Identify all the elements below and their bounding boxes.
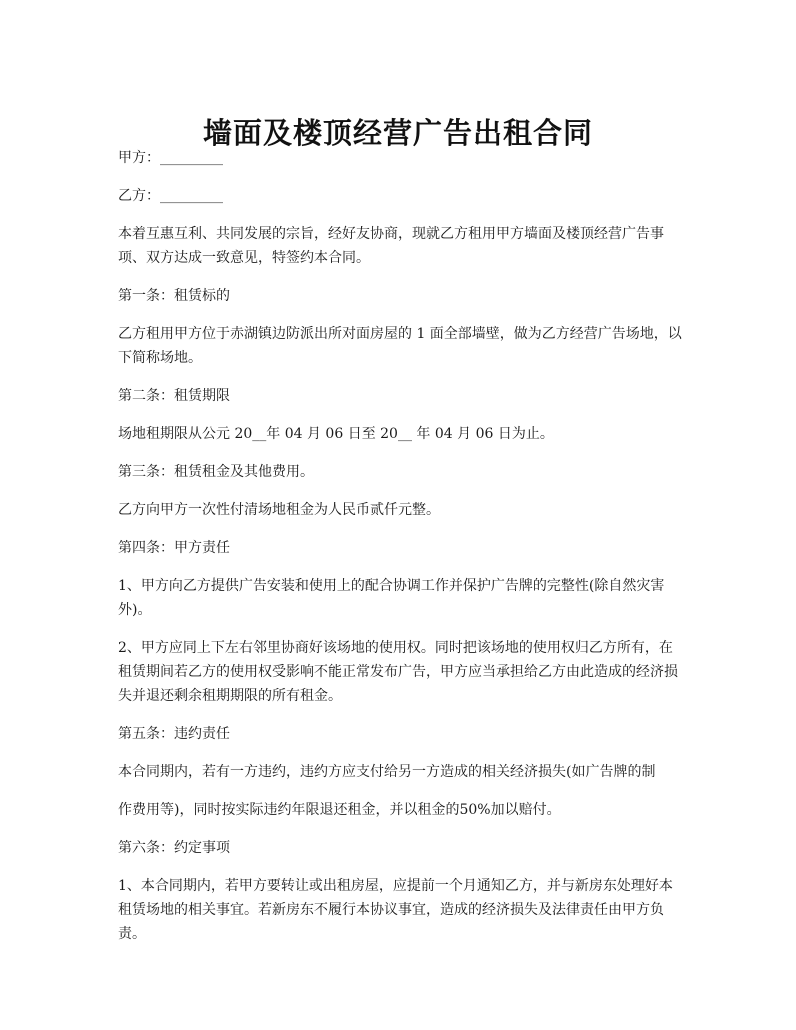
article-4-heading: 第四条：甲方责任 xyxy=(118,540,230,556)
article-2-heading: 第二条：租赁期限 xyxy=(118,388,230,404)
article-5-text-part-2: 作费用等)，同时按实际违约年限退还租金，并以租金的50%加以赔付。 xyxy=(118,802,561,818)
party-a-line: 甲方：_________ xyxy=(118,150,223,166)
article-2-text: 场地租期限从公元 20__年 04 月 06 日至 20__ 年 04 月 06 日为止。 xyxy=(118,426,554,442)
preamble-paragraph: 本着互惠互利、共同发展的宗旨，经好友协商，现就乙方租用甲方墙面及楼顶经营广告事项、双方达成一致意见，特签约本合同。 xyxy=(118,226,664,266)
article-3-heading: 第三条：租赁租金及其他费用。 xyxy=(118,464,314,480)
article-6-heading: 第六条：约定事项 xyxy=(118,840,230,856)
party-b-line: 乙方：_________ xyxy=(118,188,223,204)
article-3-text: 乙方向甲方一次性付清场地租金为人民币贰仟元整。 xyxy=(118,502,440,518)
article-5-text-part-1: 本合同期内，若有一方违约，违约方应支付给另一方造成的相关经济损失(如广告牌的制 xyxy=(118,764,656,780)
document-title: 墙面及楼顶经营广告出租合同 xyxy=(202,116,593,151)
article-4-item-2: 2、甲方应同上下左右邻里协商好该场地的使用权。同时把该场地的使用权归乙方所有，在租赁期间若乙方的使用权受影响不能正常发布广告，甲方应当承担给乙方由此造成的经济损失并退还剩余租期期限的所有租金。 xyxy=(118,640,678,704)
article-6-item-1: 1、本合同期内，若甲方要转让或出租房屋，应提前一个月通知乙方，并与新房东处理好本租赁场地的相关事宜。若新房东不履行本协议事宜，造成的经济损失及法律责任由甲方负责。 xyxy=(118,878,673,942)
article-5-heading: 第五条：违约责任 xyxy=(118,726,230,742)
document-body xyxy=(118,146,684,960)
article-1-heading: 第一条：租赁标的 xyxy=(118,288,230,304)
article-1-text: 乙方租用甲方位于赤湖镇边防派出所对面房屋的 1 面全部墙壁，做为乙方经营广告场地，以下简称场地。 xyxy=(118,326,682,366)
article-4-item-1: 1、甲方向乙方提供广告安装和使用上的配合协调工作并保护广告牌的完整性(除自然灾害外)。 xyxy=(118,578,665,618)
